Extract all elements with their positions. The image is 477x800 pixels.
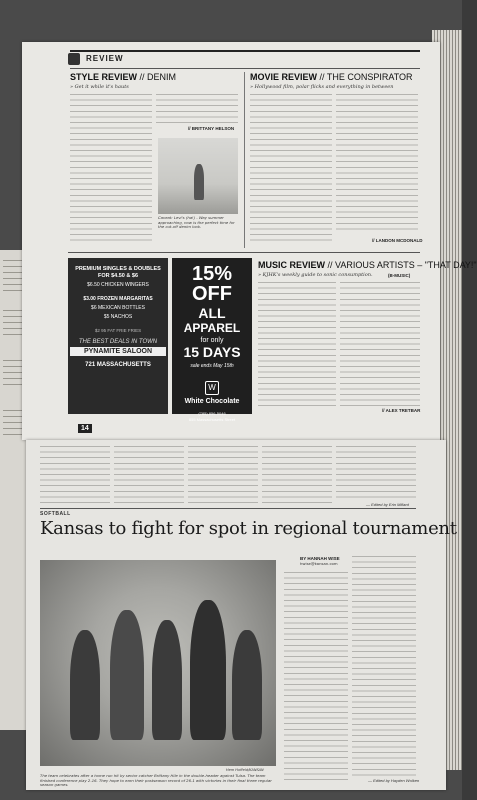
section-rule — [68, 252, 420, 253]
style-review-col2 — [156, 94, 238, 124]
style-review-kicker — [70, 72, 176, 82]
saloon-address: 721 MASSACHUSETTS — [85, 362, 151, 368]
denim-photo — [158, 138, 238, 214]
style-review-deck: » Get it while it's hauts — [70, 84, 129, 90]
movie-review-kicker — [250, 72, 413, 82]
softball-email: hwise@kansan.com — [300, 561, 338, 566]
movie-byline: // LANDON MCDONALD — [372, 238, 423, 243]
left-story-col3 — [188, 446, 258, 504]
style-review-col1 — [70, 94, 152, 242]
player-figure — [232, 630, 262, 740]
music-review-col2 — [340, 282, 420, 406]
saloon-line6: $2 95 FAT FRIE FRIES — [94, 328, 142, 333]
ad-apparel: APPAREL — [183, 321, 241, 335]
saloon-line4: $6 MEXICAN BOTTLES — [91, 305, 145, 311]
left-story-col4 — [262, 446, 332, 504]
ad-store: White Chocolate — [184, 398, 240, 405]
left-story-col1 — [40, 446, 110, 504]
saloon-line3: $3.00 FROZEN MARGARITAS — [83, 296, 153, 302]
ad-for-only: for only — [200, 337, 224, 344]
softball-byline: BY HANNAH WISE — [300, 556, 340, 561]
music-byline: // ALEX TRETBAR — [382, 408, 421, 413]
softball-headline: Kansas to fight for spot in regional tournament — [40, 518, 457, 539]
style-kicker-text: STYLE REVIEW — [70, 72, 138, 82]
music-review-col1 — [258, 282, 336, 410]
model-figure — [194, 164, 204, 200]
softball-section: SOFTBALL — [40, 511, 71, 517]
photo-credit: Hem Hoffeld/KANSAN — [226, 768, 264, 772]
softball-photo-caption: The team celebrates after a home run hit by senior catcher Brittany Hile in the double-header against Tulsa. The team finished conference play 2-16. They hope to earn their postseason record of 26-1 with victories in their final three regular season games. — [40, 773, 272, 788]
page-number: 14 — [78, 424, 92, 433]
ad-sale-ends: sale ends May 15th — [190, 363, 234, 369]
ad-phone: (785) 856-5046 — [198, 411, 226, 416]
saloon-line1: PREMIUM SINGLES & DOUBLES FOR $4.50 & $6 — [75, 266, 161, 279]
music-rating: (B-MUSIC) — [388, 273, 411, 278]
saloon-brand: PYNAMITE SALOON — [70, 347, 166, 356]
section-header — [70, 50, 420, 69]
saloon-brand-top: THE BEST DEALS IN TOWN — [78, 339, 158, 345]
movie-review-col2 — [336, 94, 418, 234]
section-label: REVIEW — [86, 54, 124, 63]
left-story-col5 — [336, 446, 416, 500]
music-review-deck: » KJHK's weekly guide to sonic consumption. — [258, 272, 373, 278]
movie-review-deck: » Hollywood film, polar flicks and everything in between — [250, 84, 394, 90]
softball-col1 — [284, 572, 348, 782]
ad-address: 855 Massachusetts Street — [188, 417, 236, 422]
movie-review-col1 — [250, 94, 332, 242]
player-figure — [152, 620, 182, 740]
softball-rule — [40, 508, 416, 509]
player-figure — [70, 630, 100, 740]
player-figure — [110, 610, 144, 740]
ad-days: 15 DAYS — [183, 344, 241, 360]
saloon-line2: $6.50 CHICKEN WINGERS — [87, 282, 149, 288]
left-story-col2 — [114, 446, 184, 504]
player-figure — [190, 600, 226, 740]
style-byline: // BRITTANY HELSON — [188, 126, 235, 131]
review-icon — [68, 53, 80, 65]
style-topic: // DENIM — [139, 72, 177, 82]
saloon-line5: $5 NACHOS — [103, 314, 133, 320]
style-photo-caption: Caveat: Levi's (ha!) - Way summer approaching, now is the perfect time for the cut-off denim look. — [158, 215, 235, 230]
music-kicker-text: MUSIC REVIEW — [258, 260, 326, 270]
store-logo-icon: W — [205, 381, 219, 395]
white-chocolate-ad — [172, 258, 252, 422]
movie-kicker-text: MOVIE REVIEW — [250, 72, 318, 82]
music-review-kicker — [258, 260, 477, 270]
softball-col2 — [352, 556, 416, 776]
softball-signoff: — Edited by Hayden Wolken — [368, 778, 420, 783]
music-topic: // VARIOUS ARTISTS – "THAT DAY!" — [327, 260, 477, 270]
top-signoff: — Edited by Erin Millard — [366, 502, 409, 507]
column-divider — [244, 72, 245, 248]
ad-all: ALL — [198, 305, 226, 321]
ad-percent: 15% OFF — [191, 263, 233, 305]
movie-topic: // THE CONSPIRATOR — [319, 72, 413, 82]
saloon-ad — [68, 258, 168, 414]
softball-photo — [40, 560, 276, 766]
